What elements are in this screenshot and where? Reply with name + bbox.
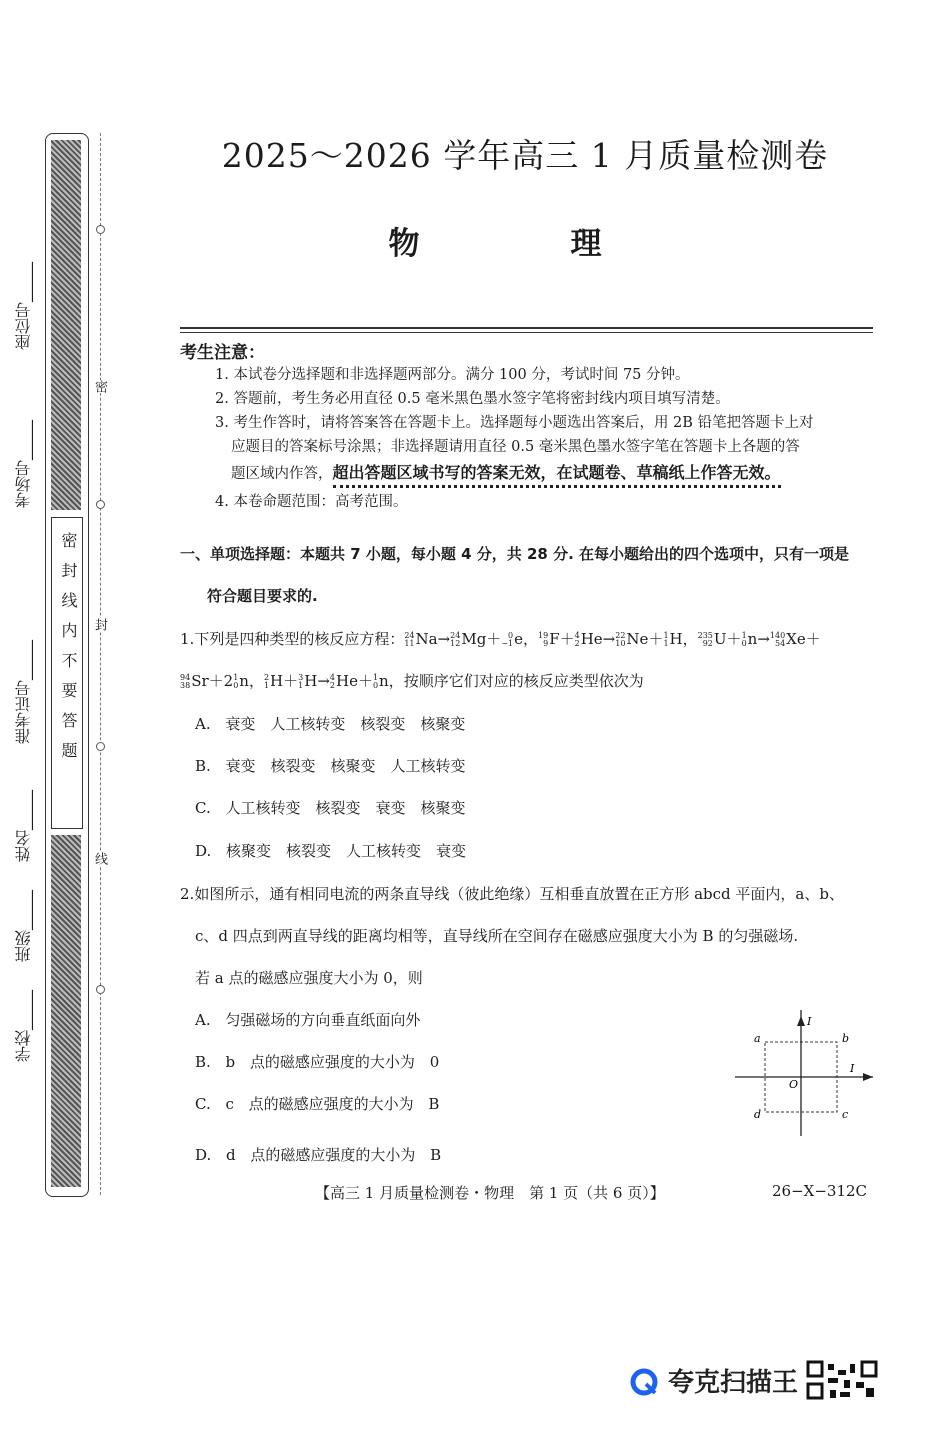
seal-line (100, 133, 101, 1195)
paper-code: 26−X−312C (772, 1182, 868, 1200)
seal-hole (96, 985, 105, 994)
arrow-up-icon (797, 1016, 805, 1026)
field-class[interactable]: 班级_____ (14, 890, 33, 962)
section-heading-cont: 符合题目要求的. (207, 587, 318, 605)
current-label-vertical: I (807, 1015, 812, 1028)
notice-emphasis: 超出答题区域书写的答案无效，在试题卷、草稿纸上作答无效。 (333, 463, 781, 488)
seal-hole (96, 742, 105, 751)
binding-hatch-top (51, 140, 81, 510)
page-footer: 【高三 1 月质量检测卷・物理 第 1 页（共 6 页）】 (315, 1184, 665, 1202)
field-name[interactable]: 姓名_____ (14, 790, 33, 862)
q1-option-b[interactable]: B. 衰变 核裂变 核聚变 人工核转变 (195, 757, 466, 775)
field-exam-id[interactable]: 准考证号_____ (14, 640, 33, 744)
point-c-label: c (842, 1108, 849, 1121)
cut-mark: 线 (92, 852, 107, 865)
current-label-horizontal: I (850, 1062, 855, 1075)
field-room[interactable]: 考场号_____ (14, 420, 33, 508)
notice-item: 3. 考生作答时，请将答案答在答题卡上。选择题每小题选出答案后，用 2B 铅笔把答题卡上对 (215, 415, 814, 431)
scanner-logo-icon (630, 1368, 658, 1396)
cut-mark: 封 (92, 618, 107, 631)
question-2-line: c、d 四点到两直导线的距离均相等，直导线所在空间存在磁感应强度大小为 B 的匀强磁场. (195, 927, 799, 945)
q2-option-c[interactable]: C. c 点的磁感应强度的大小为 B (195, 1095, 440, 1113)
seal-hole (96, 500, 105, 509)
divider (180, 327, 873, 333)
binding-notice-text: 密封线内不要答题 (59, 532, 78, 772)
binding-hatch-bottom (51, 835, 81, 1187)
binding-notice-box (51, 517, 83, 829)
q1-option-c[interactable]: C. 人工核转变 核裂变 衰变 核聚变 (195, 799, 466, 817)
point-d-label: d (754, 1108, 762, 1121)
q2-figure (730, 1010, 880, 1140)
point-b-label: b (842, 1032, 850, 1045)
qr-code-icon (806, 1360, 878, 1400)
section-heading: 一、单项选择题：本题共 7 小题，每小题 4 分，共 28 分. 在每小题给出的四个选项中，只有一项是 (180, 545, 850, 563)
q2-option-d[interactable]: D. d 点的磁感应强度的大小为 B (195, 1146, 442, 1164)
exam-title: 2025～2026 学年高三 1 月质量检测卷 (221, 136, 829, 175)
question-1: 1.下列是四种类型的核反应方程： 24 11 Na→ 24 12 Mg＋ 0 −1 e， 19 9 F＋ 4 2 He→ 22 10 Ne＋ 1 1 H， 235 92 U＋ 1 0 n→ 140 54 Xe＋ (180, 630, 821, 648)
question-1-cont: 94 38 Sr＋2 1 0 n， 2 1 H＋ 3 1 H→ 4 2 He＋ 1 0 n，按顺序它们对应的核反应类型依次为 (180, 672, 644, 690)
point-a-label: a (754, 1032, 761, 1045)
notice-title: 考生注意： (180, 343, 265, 363)
q2-option-a[interactable]: A. 匀强磁场的方向垂直纸面向外 (195, 1011, 421, 1029)
arrow-right-icon (863, 1073, 873, 1081)
notice-item: 4. 本卷命题范围：高考范围。 (215, 494, 408, 510)
field-seat[interactable]: 座位号_____ (14, 262, 33, 350)
notice-item: 1. 本试卷分选择题和非选择题两部分。满分 100 分，考试时间 75 分钟。 (215, 367, 690, 383)
question-2-line: 若 a 点的磁感应强度大小为 0，则 (195, 969, 423, 987)
field-school[interactable]: 学校_____ (14, 990, 33, 1062)
notice-item: 题区域内作答，超出答题区域书写的答案无效，在试题卷、草稿纸上作答无效。 (231, 461, 781, 486)
subject-title: 物 理 (388, 226, 662, 262)
question-2: 2.如图所示，通有相同电流的两条直导线（彼此绝缘）互相垂直放置在正方形 abcd 平面内，a、b、 (180, 885, 844, 903)
point-o-label: O (789, 1078, 799, 1091)
notice-item: 应题目的答案标号涂黑；非选择题请用直径 0.5 毫米黑色墨水签字笔在答题卡上各题的答 (231, 439, 800, 455)
cut-mark: 密 (92, 380, 107, 393)
q2-option-b[interactable]: B. b 点的磁感应强度的大小为 0 (195, 1053, 440, 1071)
scanner-brand: 夸克扫描王 (668, 1368, 799, 1398)
notice-item: 2. 答题前，考生务必用直径 0.5 毫米黑色墨水签字笔将密封线内项目填写清楚。 (215, 391, 730, 407)
q1-option-d[interactable]: D. 核聚变 核裂变 人工核转变 衰变 (195, 842, 467, 860)
q1-option-a[interactable]: A. 衰变 人工核转变 核裂变 核聚变 (195, 715, 466, 733)
